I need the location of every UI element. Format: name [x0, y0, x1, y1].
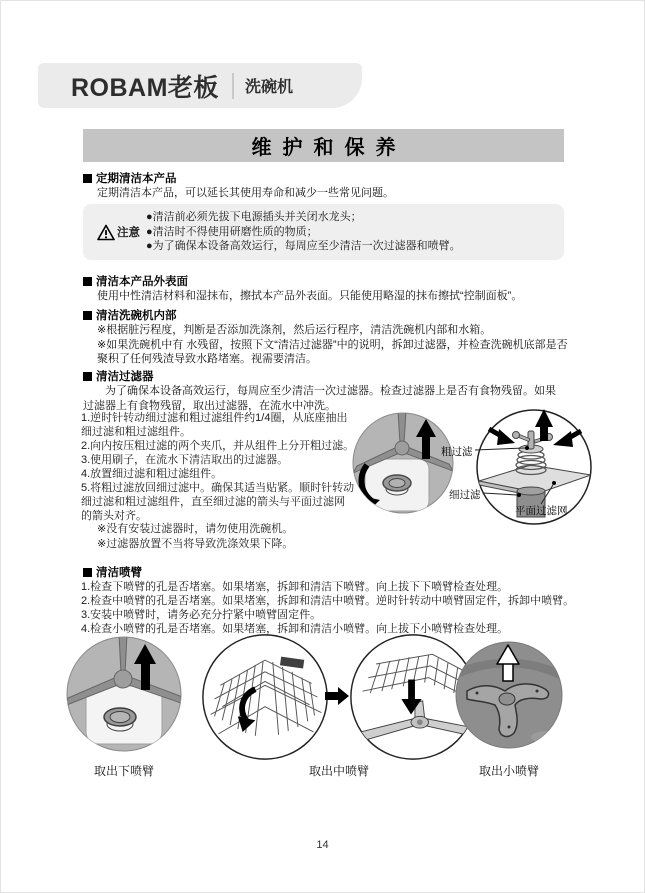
filter-note: ※过滤器放置不当将导致洗涤效果下降。 — [97, 537, 294, 550]
interior-line: ※根据脏污程度，判断是否添加洗涤剂，然后运行程序，清洁洗碗机内部和水箱。 — [97, 324, 492, 336]
brand-logo: ROBAM老板 — [71, 73, 219, 102]
brand-divider — [232, 73, 234, 99]
warning-triangle-icon — [97, 224, 115, 241]
notice-item: ●清洁前必须先拔下电源插头并关闭水龙头； — [146, 211, 362, 224]
section-heading-filter — [83, 368, 154, 384]
spray-arm-hub — [114, 670, 132, 688]
figure-filter-assembly — [439, 401, 609, 541]
caption-middle-arm: 取出中喷臂 — [308, 764, 369, 778]
section-marker-icon — [83, 311, 92, 320]
header-banner — [38, 63, 362, 108]
next-step-arrow-icon — [325, 687, 349, 705]
filter-notes — [97, 522, 293, 551]
product-name: 洗碗机 — [244, 79, 293, 96]
filter-step: 5.将粗过滤放回细过滤中。确保其适当贴紧。顺时针转动细过滤和粗过滤组件，直至细过滤的箭头与平面过滤网的箭头对齐。 — [81, 482, 355, 522]
caption-lower-arm: 取出下喷臂 — [93, 764, 154, 778]
notice-item: ●为了确保本设备高效运行，每周应至少清洁一次过滤器和喷臂。 — [146, 240, 461, 253]
label-fine-filter: 细过滤 — [449, 489, 481, 501]
section-marker-icon — [83, 174, 92, 183]
figure-middle-rack — [199, 631, 331, 763]
section-heading-exterior — [83, 273, 188, 289]
section-heading-label: 定期清洁本产品 — [96, 173, 177, 185]
section-heading-interior — [83, 307, 177, 323]
filter-note: ※没有安装过滤器时，请勿使用洗碗机。 — [97, 523, 294, 535]
notice-item: ●清洁时不得使用研磨性质的物质； — [146, 225, 318, 238]
notice-label — [97, 224, 140, 241]
filter-intro: 为了确保本设备高效运行，每周应至少清洁一次过滤器。检查过滤器上是否有食物残留。如果过滤器上有食物残留，取出过滤器，在流水中冲洗。 — [83, 385, 556, 412]
interior-body — [97, 323, 571, 367]
figure-lower-spray-arm — [64, 634, 184, 754]
filter-step: 2.向内按压粗过滤的两个夹爪，并从组件上分开粗过滤。 — [81, 440, 355, 452]
filter-step: 4.放置细过滤和粗过滤组件。 — [81, 468, 223, 480]
label-coarse-filter: 粗过滤 — [441, 446, 473, 458]
filter-step: 1.逆时针转动细过滤和粗过滤组件约1/4圈，从底座抽出细过滤和粗过滤组件。 — [81, 412, 348, 438]
figure-circle — [203, 635, 327, 759]
section-marker-icon — [83, 372, 92, 381]
label-flat-filter: 平面过滤网 — [515, 505, 568, 517]
section-marker-icon — [83, 277, 92, 286]
section-heading-regular-clean — [83, 170, 177, 186]
filter-steps — [81, 411, 355, 523]
section-heading-label: 清洁本产品外表面 — [96, 276, 188, 288]
fine-filter-top — [517, 487, 545, 495]
notice-label-text: 注意 — [117, 227, 140, 239]
page-title: 维护和保养 — [83, 129, 564, 162]
notice-items — [146, 210, 461, 254]
notice-box — [83, 204, 564, 260]
page-number: 14 — [316, 839, 329, 851]
section-marker-icon — [83, 568, 92, 577]
figure-small-spray-arm — [453, 639, 565, 751]
regular-clean-body: 定期清洁本产品，可以延长其使用寿命和减少一些常见问题。 — [97, 187, 394, 199]
spray-step: 3.安装中喷臂时，请务必充分拧紧中喷臂固定件。 — [81, 609, 322, 621]
section-heading-label: 清洁洗碗机内部 — [96, 310, 177, 322]
spray-arm-hub — [395, 441, 409, 455]
spray-step: 2.检查中喷臂的孔是否堵塞。如果堵塞，拆卸和清洁中喷臂。逆时针转动中喷臂固定件，拆卸中喷臂。 — [81, 595, 575, 607]
spray-step: 1.检查下喷臂的孔是否堵塞。如果堵塞，拆卸和清洁下喷臂。向上拔下下喷臂检查处理。 — [81, 581, 509, 593]
filter-step: 3.使用刷子，在流水下清洁取出的过滤器。 — [81, 454, 289, 466]
section-heading-label: 清洁喷臂 — [96, 567, 142, 579]
interior-line: ※如果洗碗机中有 水残留，按照下文“清洁过滤器”中的说明，拆卸过滤器，并检查洗碗机底部是否聚积了任何残渣导致水路堵塞。视需要清洁。 — [97, 338, 568, 365]
caption-small-arm: 取出小喷臂 — [478, 764, 539, 778]
exterior-body: 使用中性清洁材料和湿抹布，擦拭本产品外表面。只能使用略湿的抹布擦拭“控制面板”。 — [97, 290, 523, 302]
spray-step: 4.检查小喷臂的孔是否堵塞。如果堵塞，拆卸和清洁小喷臂。向上拔下小喷臂检查处理。 — [81, 623, 509, 635]
section-heading-label: 清洁过滤器 — [96, 371, 154, 383]
spray-steps — [81, 580, 581, 636]
section-heading-spray — [83, 564, 142, 580]
filter-assembly-drawing — [439, 401, 609, 541]
small-spray-arm-hub — [499, 693, 515, 705]
